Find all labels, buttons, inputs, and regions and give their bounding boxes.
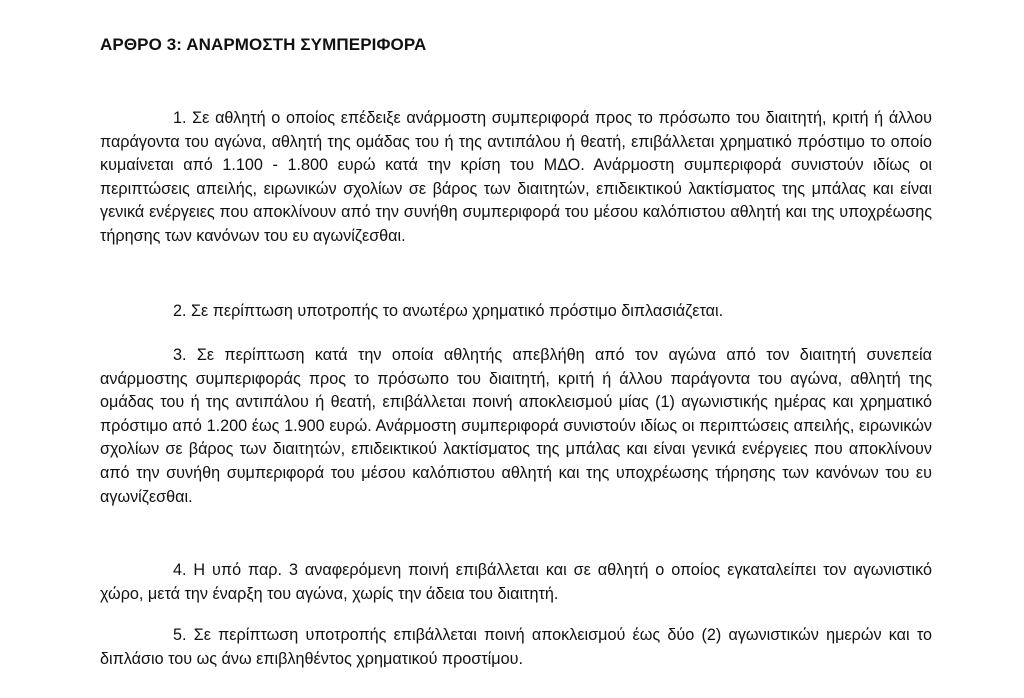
paragraph-1: 1. Σε αθλητή ο οποίος επέδειξε ανάρμοστη συμπεριφορά προς το πρόσωπο του διαιτητή, κριτή ή άλλου παράγοντα του αγώνα, αθλητή της ομάδας του ή της αντιπάλου ή θεατή, επιβάλλεται χρηματικό πρόστιμο το οποίο κυμαίνεται από 1.100 - 1.800 ευρώ κατά την κρίση του ΜΔΟ. Ανάρμοστη συμπεριφορά συνιστούν ιδίως οι περιπτώσεις απειλής, ειρωνικών σχολίων σε βάρος των διαιτητών, επιδεικτικού λακτίσματος της μπάλας και είναι γενικά ενέργειες που αποκλίνουν από την συνήθη συμπεριφορά του μέσου καλόπιστου αθλητή και της υποχρέωσης τήρησης των κανόνων του ευ αγωνίζεσθαι. (100, 109, 932, 245)
paragraph-3: 3. Σε περίπτωση κατά την οποία αθλητής απεβλήθη από τον αγώνα από τον διαιτητή συνεπεία ανάρμοστης συμπεριφοράς προς το πρόσωπο του διαιτητή, κριτή ή άλλου παράγοντα του αγώνα, αθλητή της ομάδας του ή της αντιπάλου ή θεατή, επιβάλλεται ποινή αποκλεισμού μίας (1) αγωνιστικής ημέρας και χρηματικό πρόστιμο από 1.200 έως 1.900 ευρώ. Ανάρμοστη συμπεριφορά συνιστούν ιδίως οι περιπτώσεις απειλής, ειρωνικών σχολίων σε βάρος των διαιτητών, επιδεικτικού λακτίσματος της μπάλας και είναι γενικά ενέργειες που αποκλίνουν από την συνήθη συμπεριφορά του μέσου καλόπιστου αθλητή και της υποχρέωσης τήρησης των κανόνων του ευ αγωνίζεσθαι. (100, 346, 932, 506)
paragraph-5: 5. Σε περίπτωση υποτροπής επιβάλλεται ποινή αποκλεισμού έως δύο (2) αγωνιστικών ημερών και το διπλάσιο του ως άνω επιβληθέντος χρηματικού προστίμου. (100, 626, 932, 668)
paragraph-4: 4. Η υπό παρ. 3 αναφερόμενη ποινή επιβάλλεται και σε αθλητή ο οποίος εγκαταλείπει τον αγωνιστικό χώρο, μετά την έναρξη του αγώνα, χωρίς την άδεια του διαιτητή. (100, 561, 932, 603)
paragraph-2: 2. Σε περίπτωση υποτροπής το ανωτέρω χρηματικό πρόστιμο διπλασιάζεται. (173, 302, 724, 320)
article-title: ΑΡΘΡΟ 3: ΑΝΑΡΜΟΣΤΗ ΣΥΜΠΕΡΙΦΟΡΑ (100, 35, 427, 54)
